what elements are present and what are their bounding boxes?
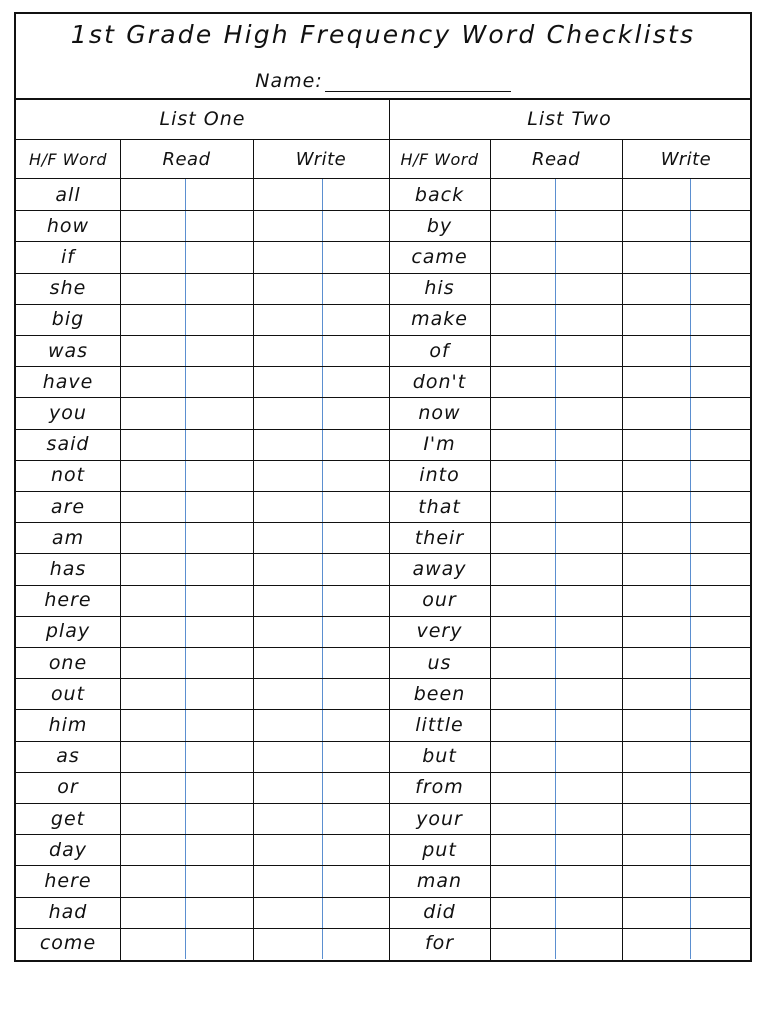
write-checkbox-cell[interactable] — [253, 678, 389, 709]
read-checkbox-cell[interactable] — [120, 865, 253, 896]
handwriting-guide-line — [690, 179, 691, 959]
write-checkbox-cell[interactable] — [622, 491, 750, 522]
checklist-sheet — [14, 12, 752, 962]
word-cell: his — [424, 277, 455, 300]
word-cell: came — [411, 245, 468, 268]
word-cell: out — [50, 682, 86, 705]
write-checkbox-cell[interactable] — [253, 897, 389, 928]
write-checkbox-cell[interactable] — [622, 429, 750, 460]
word-cell: big — [51, 308, 85, 331]
word-cell: us — [427, 651, 452, 674]
column-divider — [490, 140, 491, 960]
row-divider — [16, 491, 750, 492]
word-cell: been — [413, 682, 466, 705]
word-cell: man — [416, 869, 463, 892]
write-checkbox-cell[interactable] — [253, 616, 389, 647]
row-divider — [16, 522, 750, 523]
write-checkbox-cell[interactable] — [253, 241, 389, 272]
read-checkbox-cell[interactable] — [490, 772, 622, 803]
word-cell: all — [55, 183, 81, 206]
word-cell: away — [412, 557, 467, 580]
read-checkbox-cell[interactable] — [120, 241, 253, 272]
list-heading-2: List Two — [389, 98, 750, 140]
word-cell: into — [419, 464, 460, 487]
row-divider — [16, 865, 750, 866]
row-divider — [16, 741, 750, 742]
read-checkbox-cell[interactable] — [490, 585, 622, 616]
write-checkbox-cell[interactable] — [253, 928, 389, 959]
write-checkbox-cell[interactable] — [622, 678, 750, 709]
row-divider — [16, 273, 750, 274]
word-cell: if — [61, 245, 75, 268]
read-checkbox-cell[interactable] — [120, 273, 253, 304]
write-checkbox-cell[interactable] — [253, 834, 389, 865]
write-checkbox-cell[interactable] — [622, 834, 750, 865]
word-cell: here — [44, 869, 92, 892]
read-checkbox-cell[interactable] — [490, 897, 622, 928]
word-cell: get — [50, 807, 86, 830]
word-cell: said — [46, 433, 90, 456]
read-checkbox-cell[interactable] — [120, 772, 253, 803]
read-checkbox-cell[interactable] — [120, 522, 253, 553]
name-blank-line[interactable] — [325, 73, 511, 92]
write-checkbox-cell[interactable] — [622, 647, 750, 678]
word-cell: or — [57, 776, 79, 799]
name-field[interactable] — [16, 70, 750, 92]
column-header-h-f-word: H/F Word — [389, 140, 490, 179]
read-checkbox-cell[interactable] — [120, 429, 253, 460]
write-checkbox-cell[interactable] — [622, 210, 750, 241]
list-heading-1: List One — [16, 98, 389, 140]
write-checkbox-cell[interactable] — [622, 304, 750, 335]
write-checkbox-cell[interactable] — [622, 585, 750, 616]
read-checkbox-cell[interactable] — [490, 553, 622, 584]
read-checkbox-cell[interactable] — [490, 179, 622, 210]
column-header-write: Write — [253, 140, 389, 179]
write-checkbox-cell[interactable] — [253, 647, 389, 678]
title-area — [16, 14, 750, 100]
write-checkbox-cell[interactable] — [253, 304, 389, 335]
word-cell: not — [50, 464, 86, 487]
column-header-read: Read — [490, 140, 622, 179]
read-checkbox-cell[interactable] — [490, 460, 622, 491]
word-cell: don't — [412, 370, 467, 393]
read-checkbox-cell[interactable] — [490, 741, 622, 772]
read-checkbox-cell[interactable] — [120, 460, 253, 491]
write-checkbox-cell[interactable] — [622, 897, 750, 928]
write-checkbox-cell[interactable] — [253, 865, 389, 896]
write-checkbox-cell[interactable] — [253, 460, 389, 491]
word-cell: she — [49, 277, 87, 300]
word-cell: here — [44, 589, 92, 612]
write-checkbox-cell[interactable] — [622, 366, 750, 397]
read-checkbox-cell[interactable] — [120, 585, 253, 616]
word-cell: now — [418, 401, 461, 424]
write-checkbox-cell[interactable] — [622, 616, 750, 647]
word-cell: have — [42, 370, 94, 393]
column-divider — [120, 140, 121, 960]
write-checkbox-cell[interactable] — [253, 709, 389, 740]
handwriting-guide-line — [555, 179, 556, 959]
read-checkbox-cell[interactable] — [490, 803, 622, 834]
word-cell: has — [49, 557, 87, 580]
column-divider — [253, 140, 254, 960]
row-divider — [16, 429, 750, 430]
read-checkbox-cell[interactable] — [120, 366, 253, 397]
read-checkbox-cell[interactable] — [120, 335, 253, 366]
word-cell: of — [429, 339, 450, 362]
read-checkbox-cell[interactable] — [490, 647, 622, 678]
read-checkbox-cell[interactable] — [490, 865, 622, 896]
read-checkbox-cell[interactable] — [490, 616, 622, 647]
write-checkbox-cell[interactable] — [622, 241, 750, 272]
row-divider — [16, 709, 750, 710]
write-checkbox-cell[interactable] — [253, 803, 389, 834]
row-divider — [16, 616, 750, 617]
write-checkbox-cell[interactable] — [253, 179, 389, 210]
read-checkbox-cell[interactable] — [120, 709, 253, 740]
word-cell: as — [56, 745, 80, 768]
column-divider — [622, 140, 623, 960]
write-checkbox-cell[interactable] — [253, 772, 389, 803]
read-checkbox-cell[interactable] — [490, 928, 622, 959]
word-cell: how — [46, 214, 90, 237]
word-cell: our — [422, 589, 457, 612]
word-cell: put — [422, 838, 457, 861]
write-checkbox-cell[interactable] — [253, 522, 389, 553]
read-checkbox-cell[interactable] — [120, 397, 253, 428]
column-header-write: Write — [622, 140, 750, 179]
row-divider — [16, 678, 750, 679]
write-checkbox-cell[interactable] — [622, 772, 750, 803]
write-checkbox-cell[interactable] — [622, 865, 750, 896]
write-checkbox-cell[interactable] — [253, 366, 389, 397]
word-cell: very — [416, 620, 463, 643]
write-checkbox-cell[interactable] — [622, 397, 750, 428]
write-checkbox-cell[interactable] — [253, 273, 389, 304]
read-checkbox-cell[interactable] — [120, 928, 253, 959]
read-checkbox-cell[interactable] — [120, 210, 253, 241]
row-divider — [16, 647, 750, 648]
read-checkbox-cell[interactable] — [120, 741, 253, 772]
read-checkbox-cell[interactable] — [490, 210, 622, 241]
row-divider — [16, 772, 750, 773]
write-checkbox-cell[interactable] — [622, 553, 750, 584]
write-checkbox-cell[interactable] — [622, 273, 750, 304]
word-cell: one — [48, 651, 88, 674]
write-checkbox-cell[interactable] — [622, 741, 750, 772]
write-checkbox-cell[interactable] — [253, 741, 389, 772]
row-divider — [16, 553, 750, 554]
read-checkbox-cell[interactable] — [490, 273, 622, 304]
read-checkbox-cell[interactable] — [490, 366, 622, 397]
read-checkbox-cell[interactable] — [120, 803, 253, 834]
write-checkbox-cell[interactable] — [622, 179, 750, 210]
word-cell: by — [426, 214, 453, 237]
row-divider — [16, 585, 750, 586]
row-divider — [16, 834, 750, 835]
read-checkbox-cell[interactable] — [120, 304, 253, 335]
read-checkbox-cell[interactable] — [120, 553, 253, 584]
word-cell: am — [51, 526, 85, 549]
read-checkbox-cell[interactable] — [120, 678, 253, 709]
read-checkbox-cell[interactable] — [490, 522, 622, 553]
row-divider — [16, 803, 750, 804]
read-checkbox-cell[interactable] — [120, 179, 253, 210]
word-cell: for — [424, 932, 455, 955]
read-checkbox-cell[interactable] — [120, 616, 253, 647]
read-checkbox-cell[interactable] — [490, 241, 622, 272]
word-cell: did — [423, 901, 456, 924]
row-divider — [16, 928, 750, 929]
word-cell: are — [50, 495, 86, 518]
handwriting-guide-line — [185, 179, 186, 959]
read-checkbox-cell[interactable] — [490, 834, 622, 865]
word-cell: little — [415, 713, 464, 736]
word-cell: but — [422, 745, 457, 768]
write-checkbox-cell[interactable] — [622, 928, 750, 959]
word-cell: you — [49, 401, 87, 424]
read-checkbox-cell[interactable] — [120, 491, 253, 522]
word-cell: from — [415, 776, 464, 799]
column-header-h-f-word: H/F Word — [16, 140, 120, 179]
write-checkbox-cell[interactable] — [622, 803, 750, 834]
word-cell: come — [39, 932, 97, 955]
name-label: Name: — [255, 70, 323, 92]
row-divider — [16, 397, 750, 398]
write-checkbox-cell[interactable] — [253, 585, 389, 616]
word-cell: was — [47, 339, 89, 362]
word-cell: make — [411, 308, 468, 331]
row-divider — [16, 241, 750, 242]
word-cell: that — [418, 495, 461, 518]
write-checkbox-cell[interactable] — [622, 522, 750, 553]
word-cell: I'm — [423, 433, 456, 456]
write-checkbox-cell[interactable] — [253, 397, 389, 428]
write-checkbox-cell[interactable] — [622, 709, 750, 740]
word-cell: had — [48, 901, 88, 924]
read-checkbox-cell[interactable] — [490, 491, 622, 522]
write-checkbox-cell[interactable] — [253, 491, 389, 522]
read-checkbox-cell[interactable] — [120, 897, 253, 928]
read-checkbox-cell[interactable] — [490, 304, 622, 335]
word-cell: play — [45, 620, 91, 643]
row-divider — [16, 460, 750, 461]
write-checkbox-cell[interactable] — [622, 335, 750, 366]
row-divider — [16, 897, 750, 898]
word-cell: your — [416, 807, 463, 830]
read-checkbox-cell[interactable] — [490, 678, 622, 709]
row-divider — [16, 210, 750, 211]
row-divider — [16, 366, 750, 367]
row-divider — [16, 304, 750, 305]
page-title: 1st Grade High Frequency Word Checklists — [70, 20, 696, 49]
list-divider — [389, 98, 390, 960]
word-cell: him — [48, 713, 88, 736]
column-header-read: Read — [120, 140, 253, 179]
handwriting-guide-line — [322, 179, 323, 959]
write-checkbox-cell[interactable] — [253, 210, 389, 241]
read-checkbox-cell[interactable] — [120, 647, 253, 678]
read-checkbox-cell[interactable] — [490, 335, 622, 366]
write-checkbox-cell[interactable] — [253, 553, 389, 584]
write-checkbox-cell[interactable] — [253, 429, 389, 460]
write-checkbox-cell[interactable] — [622, 460, 750, 491]
row-divider — [16, 335, 750, 336]
read-checkbox-cell[interactable] — [490, 397, 622, 428]
read-checkbox-cell[interactable] — [490, 429, 622, 460]
word-cell: back — [414, 183, 465, 206]
read-checkbox-cell[interactable] — [490, 709, 622, 740]
write-checkbox-cell[interactable] — [253, 335, 389, 366]
word-cell: their — [414, 526, 465, 549]
word-cell: day — [49, 838, 87, 861]
read-checkbox-cell[interactable] — [120, 834, 253, 865]
